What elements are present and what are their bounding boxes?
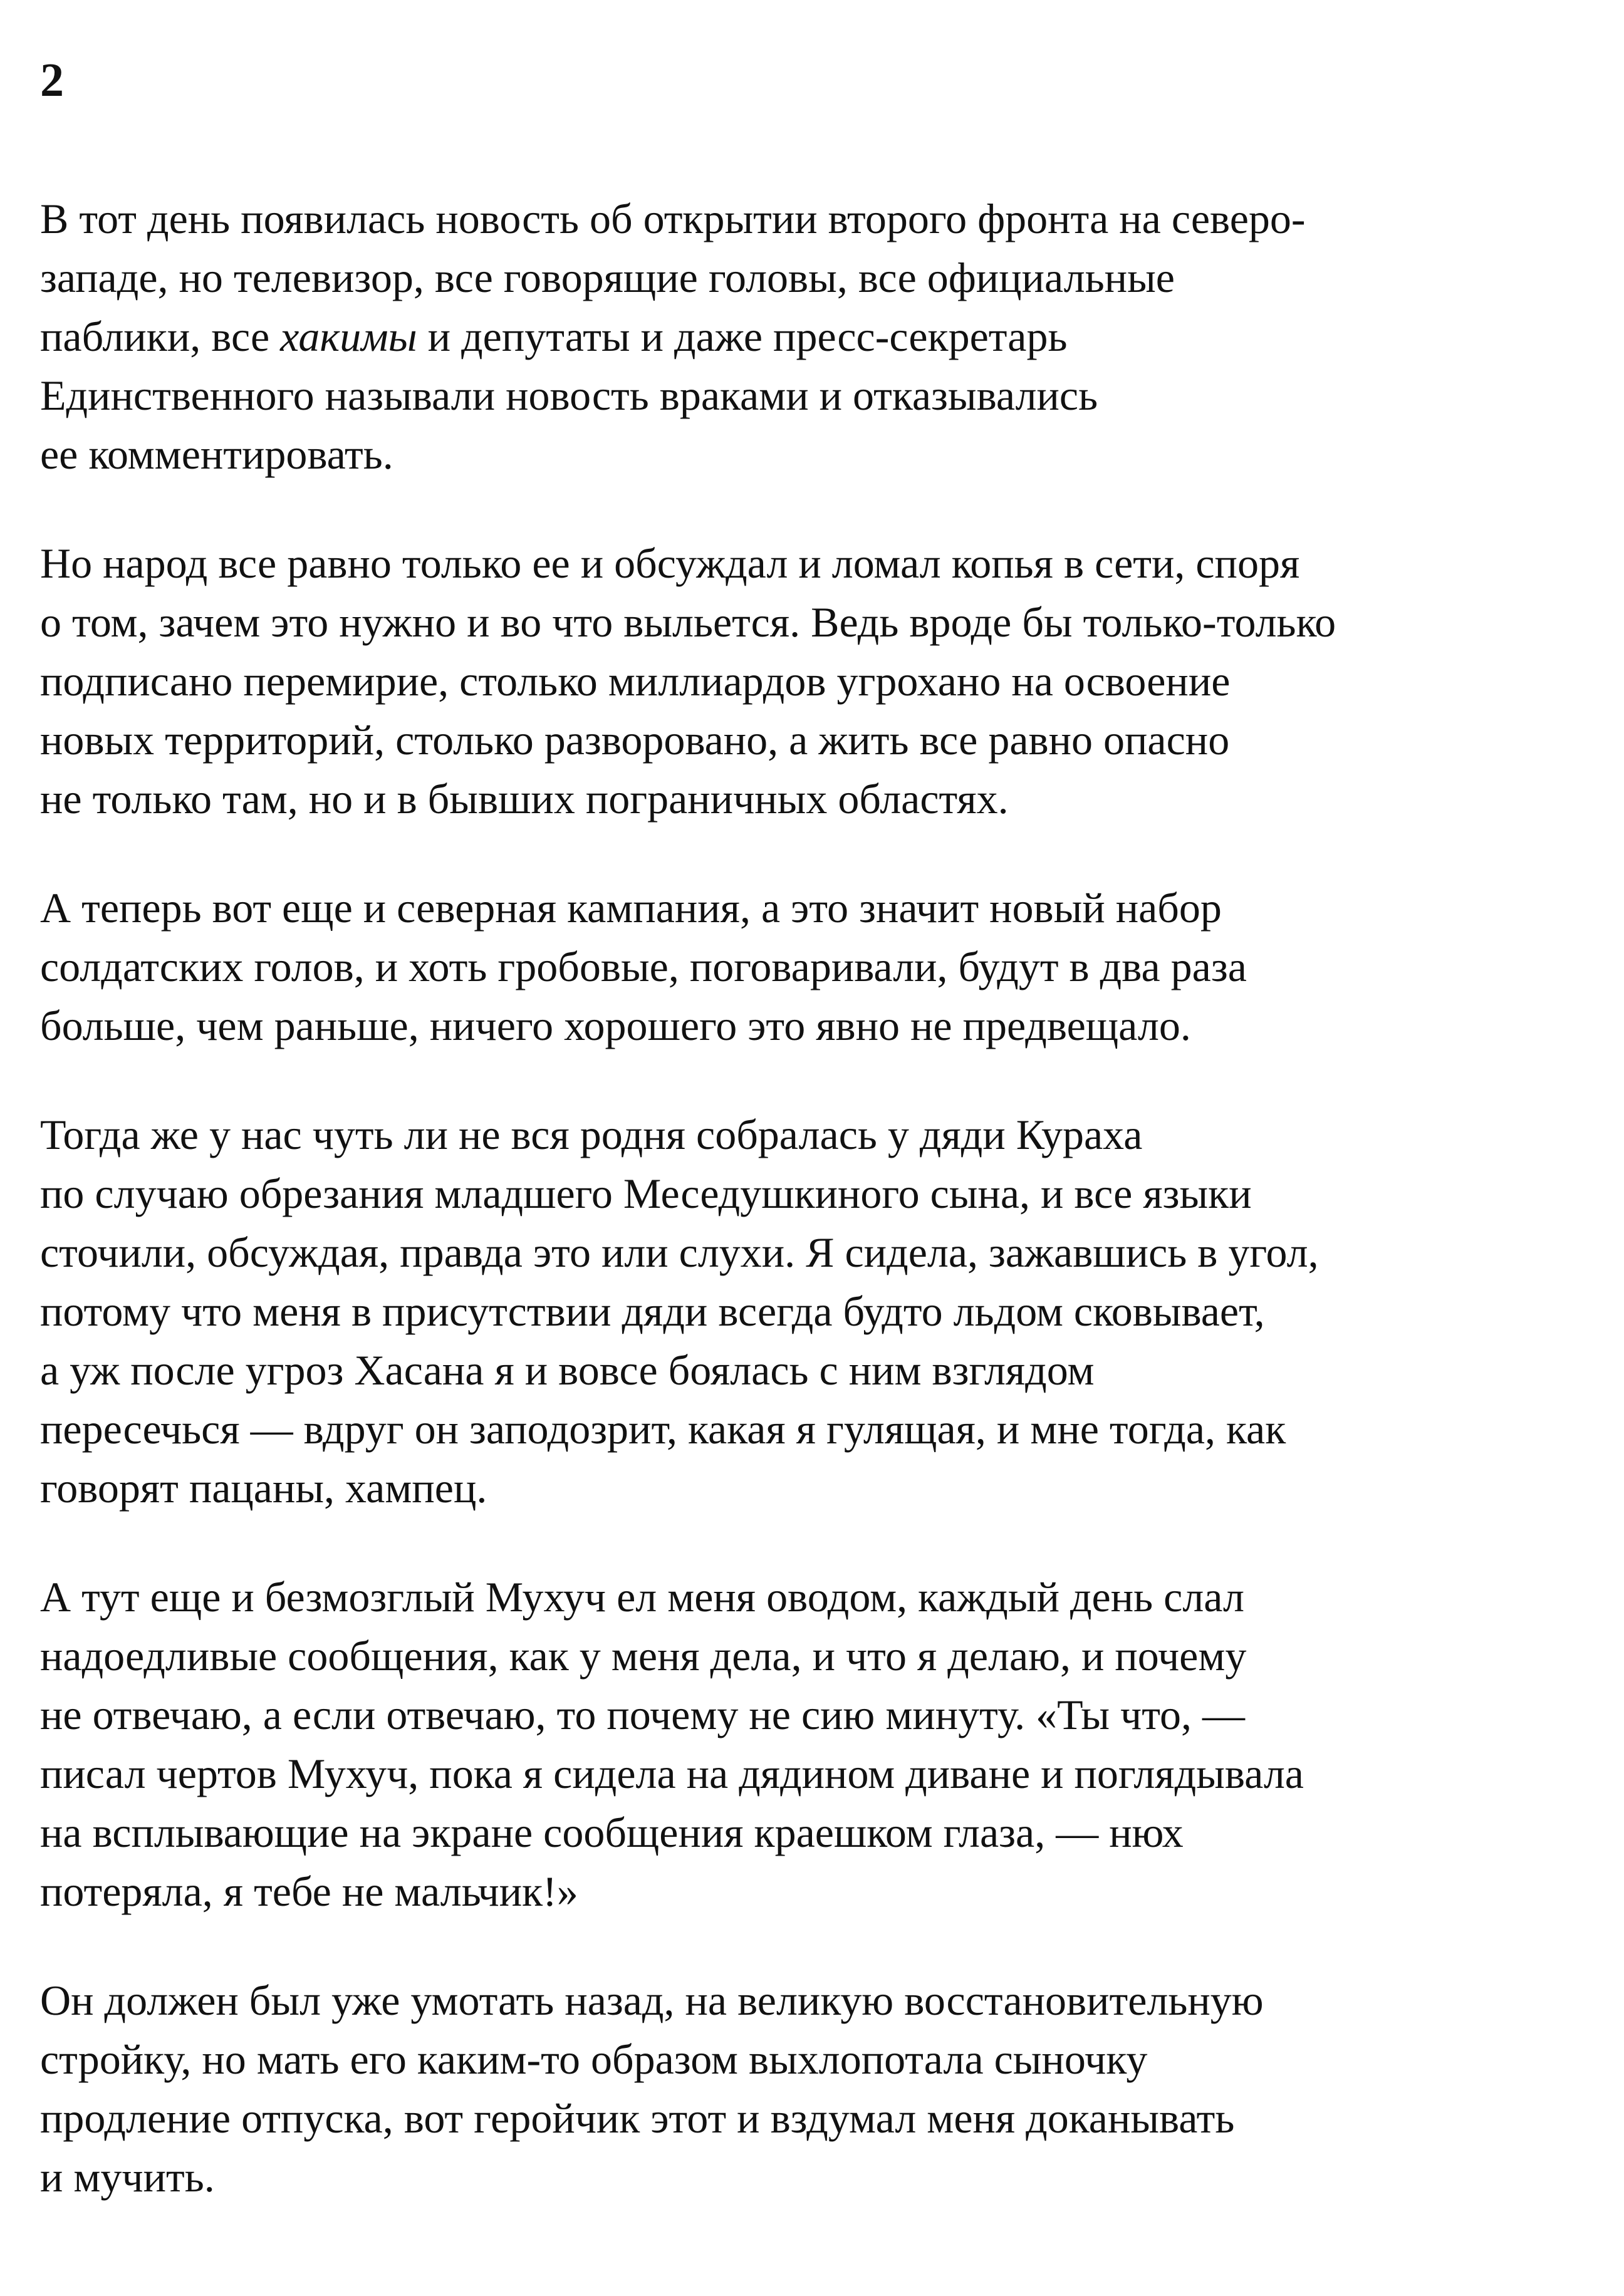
paragraph <box>40 1971 1594 2206</box>
text-line: А тут еще и безмозглый Мухуч ел меня оводом, каждый день слал <box>40 1573 1244 1621</box>
text-line: новых территорий, столько разворовано, а жить все равно опасно <box>40 716 1230 764</box>
text-line: подписано перемирие, столько миллиардов угрохано на освоение <box>40 657 1231 705</box>
text-line: надоедливые сообщения, как у меня дела, и что я делаю, и почему <box>40 1632 1247 1680</box>
text-line: на всплывающие на экране сообщения краешком глаза, — нюх <box>40 1809 1184 1856</box>
text-line: говорят пацаны, хампец. <box>40 1464 487 1512</box>
text-line: потеряла, я тебе не мальчик!» <box>40 1867 578 1915</box>
text-segment: и депутаты и даже пресс-секретарь <box>417 313 1068 360</box>
text-line: солдатских голов, и хоть гробовые, поговаривали, будут в два раза <box>40 943 1247 990</box>
text-line: ее комментировать. <box>40 430 393 478</box>
paragraph <box>40 878 1594 1055</box>
text-line: не только там, но и в бывших пограничных областях. <box>40 775 1009 823</box>
text-line: А теперь вот еще и северная кампания, а это значит новый набор <box>40 884 1222 932</box>
paragraph <box>40 189 1594 484</box>
text-line: сточили, обсуждая, правда это или слухи. Я сидела, зажавшись в угол, <box>40 1229 1319 1276</box>
text-line <box>40 307 1594 366</box>
text-line: по случаю обрезания младшего Меседушкиного сына, и все языки <box>40 1170 1252 1217</box>
text-line: В тот день появилась новость об открытии второго фронта на северо- <box>40 195 1306 242</box>
text-line: Он должен был уже умотать назад, на великую восстановительную <box>40 1977 1264 2024</box>
text-line: Тогда же у нас чуть ли не вся родня собралась у дяди Кураха <box>40 1111 1143 1158</box>
italic-term: хакимы <box>280 313 417 360</box>
text-line: больше, чем раньше, ничего хорошего это явно не предвещало. <box>40 1002 1191 1049</box>
text-line: западе, но телевизор, все говорящие головы, все официальные <box>40 254 1175 301</box>
text-line: Но народ все равно только ее и обсуждал и ломал копья в сети, споря <box>40 539 1300 587</box>
text-line: потому что меня в присутствии дяди всегда будто льдом сковывает, <box>40 1287 1265 1335</box>
text-line: Единственного называли новость враками и отказывались <box>40 371 1098 419</box>
text-line: писал чертов Мухуч, пока я сидела на дядином диване и поглядывала <box>40 1750 1304 1797</box>
page <box>40 56 1594 2257</box>
text-segment: паблики, все <box>40 313 281 360</box>
paragraph <box>40 1105 1594 1517</box>
chapter-number: 2 <box>40 54 64 106</box>
chapter-text <box>40 189 1594 2206</box>
text-line: не отвечаю, а если отвечаю, то почему не сию минуту. «Ты что, — <box>40 1691 1246 1738</box>
text-line: пересечься — вдруг он заподозрит, какая я гулящая, и мне тогда, как <box>40 1405 1286 1453</box>
paragraph <box>40 1567 1594 1921</box>
text-line: и мучить. <box>40 2153 215 2201</box>
text-line: стройку, но мать его каким-то образом выхлопотала сыночку <box>40 2035 1148 2083</box>
text-line: о том, зачем это нужно и во что выльется. Ведь вроде бы только-только <box>40 598 1336 646</box>
paragraph <box>40 534 1594 828</box>
text-line: а уж после угроз Хасана я и вовсе боялась с ним взглядом <box>40 1346 1095 1394</box>
text-line: продление отпуска, вот геройчик этот и вздумал меня доканывать <box>40 2094 1235 2142</box>
